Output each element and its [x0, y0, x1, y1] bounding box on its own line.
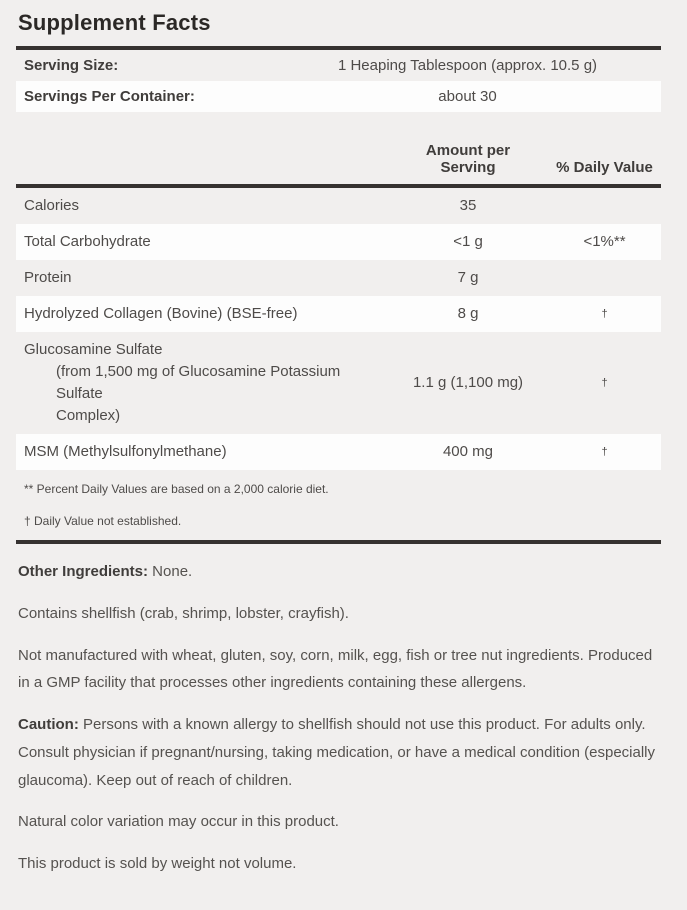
nutrient-name: Calories — [24, 197, 80, 214]
daily-value-header: % Daily Value — [556, 159, 653, 176]
nutrient-dv: <1%** — [583, 233, 626, 250]
nutrient-row-calories — [16, 188, 661, 224]
not-manufactured-note — [18, 642, 661, 698]
footnote-percent-daily-values: ** Percent Daily Values are based on a 2,000 calorie diet. — [24, 482, 329, 496]
caution-label: Caution: — [18, 716, 79, 733]
table-header — [16, 142, 661, 184]
sold-by-weight-note — [18, 850, 661, 878]
nutrient-subtext-line: (from 1,500 mg of Glucosamine Potassium — [56, 363, 341, 380]
serving-size-label: Serving Size: — [24, 57, 119, 74]
contains-shellfish-text: Contains shellfish (crab, shrimp, lobster, crayfish). — [18, 604, 349, 622]
nutrient-name: Protein — [24, 269, 72, 286]
natural-color-text: Natural color variation may occur in this product. — [18, 813, 339, 831]
not-manufactured-text: Not manufactured with wheat, gluten, soy, corn, milk, egg, fish or tree nut ingredients. Produced in a GMP facility that processes other ingredients containing these allergens. — [18, 646, 653, 692]
nutrient-dv: † — [601, 377, 608, 389]
nutrient-row-total-carbohydrate — [16, 224, 661, 260]
label-notes — [16, 558, 661, 878]
other-ingredients-label: Other Ingredients: — [18, 563, 149, 580]
panel-title: Supplement Facts — [18, 10, 211, 35]
natural-color-note — [18, 808, 661, 836]
nutrient-amount: 35 — [459, 197, 477, 214]
nutrient-dv: † — [601, 446, 608, 458]
caution-note — [18, 711, 661, 794]
other-ingredients-note — [18, 558, 661, 586]
nutrient-subtext-line: Complex) — [56, 407, 121, 424]
nutrient-row-hydrolyzed-collagen — [16, 296, 661, 332]
nutrient-amount: <1 g — [453, 233, 483, 250]
bottom-divider — [16, 540, 661, 544]
nutrient-subtext-line: Sulfate — [56, 385, 103, 402]
nutrient-amount: 400 mg — [442, 443, 494, 460]
nutrient-row-msm — [16, 434, 661, 470]
nutrient-dv: † — [601, 308, 608, 320]
servings-per-container-row — [16, 81, 661, 112]
nutrient-name: Total Carbohydrate — [24, 233, 151, 250]
footnote-daily-value-not-established: † Daily Value not established. — [24, 514, 182, 528]
nutrient-name: Glucosamine Sulfate — [24, 341, 163, 358]
nutrient-amount: 7 g — [457, 269, 479, 286]
amount-per-serving-header — [388, 142, 548, 176]
serving-size-row — [16, 50, 661, 81]
nutrient-name: MSM (Methylsulfonylmethane) — [24, 443, 227, 460]
sold-by-weight-text: This product is sold by weight not volume. — [18, 855, 297, 872]
servings-per-container-value: about 30 — [438, 88, 497, 105]
nutrient-name: Hydrolyzed Collagen (Bovine) (BSE-free) — [24, 305, 298, 322]
nutrient-amount: 8 g — [457, 305, 479, 322]
serving-size-value: 1 Heaping Tablespoon (approx. 10.5 g) — [337, 57, 598, 74]
nutrient-amount-text: 1.1 g (1,100 mg) — [412, 374, 524, 391]
nutrient-row-glucosamine-sulfate — [16, 332, 661, 434]
contains-shellfish-note — [18, 600, 661, 628]
amount-per-serving-label: Amount per Serving — [425, 142, 511, 176]
servings-per-container-label: Servings Per Container: — [24, 88, 195, 105]
caution-text: Persons with a known allergy to shellfish should not use this product. For adults only. Consult physician if pregnant/nursing, taking medication, or have a medical condition (especially glaucoma). Keep out of reach of children. — [18, 716, 656, 789]
other-ingredients-text: None. — [148, 563, 193, 580]
nutrient-name-block — [16, 339, 388, 427]
nutrient-amount — [388, 372, 548, 394]
nutrient-row-protein — [16, 260, 661, 296]
